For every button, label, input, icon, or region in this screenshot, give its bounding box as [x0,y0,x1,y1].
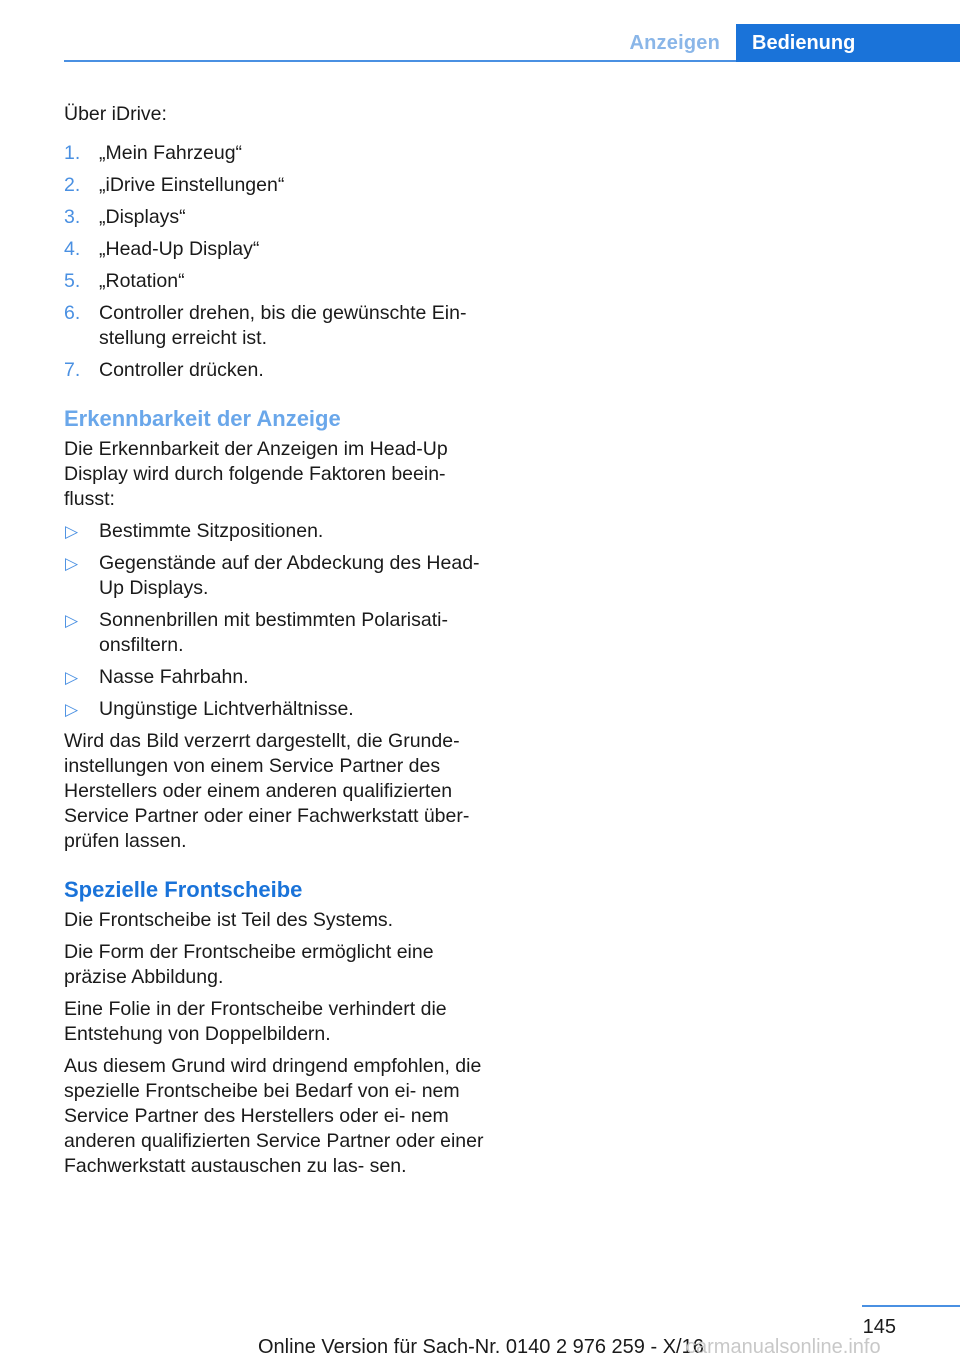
intro-text: Über iDrive: [64,103,167,125]
step-text: „Rotation“ [99,270,185,292]
list-item [64,551,484,601]
bullet-text: Nasse Fahrbahn. [99,666,249,688]
list-item [64,237,484,262]
online-version-text: Online Version für Sach-Nr. 0140 2 976 259 - X/16 [258,1336,704,1358]
steps-list [64,141,484,383]
step-number: 4. [64,238,81,260]
triangle-bullet-icon: ▷ [65,611,79,630]
triangle-bullet-icon: ▷ [65,554,79,573]
bullet-text: Ungünstige Lichtverhältnisse. [99,698,354,720]
step-number: 6. [64,302,81,324]
step-text: Controller drehen, bis die gewünschte Ein‐ stellung erreicht ist. [99,302,467,349]
tab-anzeigen[interactable]: Anzeigen [629,32,720,54]
tab-bedienung[interactable]: Bedienung [736,24,960,62]
section-heading-frontscheibe: Spezielle Frontscheibe [64,877,303,902]
section2-paragraph: Die Frontscheibe ist Teil des Systems. [64,909,394,931]
page-number: 145 [862,1316,896,1338]
step-text: „iDrive Einstellungen“ [99,174,285,196]
list-item [64,608,484,658]
step-text: Controller drücken. [99,359,264,381]
step-number: 5. [64,270,81,292]
list-item [64,519,484,544]
factors-list [64,519,484,722]
list-item [64,141,484,166]
main-content [64,102,484,1186]
step-number: 3. [64,206,81,228]
step-text: „Displays“ [99,206,186,228]
list-item [64,665,484,690]
triangle-bullet-icon: ▷ [65,700,79,719]
footer-rule [862,1305,960,1307]
step-number: 2. [64,174,81,196]
step-number: 7. [64,359,81,381]
bullet-text: Bestimmte Sitzpositionen. [99,520,324,542]
list-item [64,697,484,722]
list-item [64,358,484,383]
list-item [64,205,484,230]
triangle-bullet-icon: ▷ [65,668,79,687]
section2-paragraph: Eine Folie in der Frontscheibe verhindert die Entstehung von Doppelbildern. [64,998,447,1045]
triangle-bullet-icon: ▷ [65,522,79,541]
section2-paragraph: Aus diesem Grund wird dringend empfohlen, die spezielle Frontscheibe bei Bedarf von ei‐ nem Service Partner des Herstellers oder ei‐ nem anderen qualifizierten Service Partner oder einer Fachwerkstatt austauschen zu las‐ sen. [64,1055,484,1177]
step-number: 1. [64,142,81,164]
section2-paragraph: Die Form der Frontscheibe ermöglicht eine präzise Abbildung. [64,941,434,988]
section1-intro: Die Erkennbarkeit der Anzeigen im Head-Up Display wird durch folgende Faktoren beein‐ flusst: [64,438,448,510]
bullet-text: Gegenstände auf der Abdeckung des Head-Up Displays. [99,552,480,599]
list-item [64,173,484,198]
list-item [64,269,484,294]
watermark: carmanualsonline.info [686,1336,881,1358]
step-text: „Mein Fahrzeug“ [99,142,243,164]
bullet-text: Sonnenbrillen mit bestimmten Polarisati‐ onsfiltern. [99,609,448,656]
step-text: „Head-Up Display“ [99,238,260,260]
list-item [64,301,484,351]
section-heading-erkennbarkeit: Erkennbarkeit der Anzeige [64,406,341,431]
section1-outro: Wird das Bild verzerrt dargestellt, die Grunde‐ instellungen von einem Service Partner des Herstellers oder einem anderen qualifizierten Service Partner oder einer Fachwerkstatt über‐ prüfen lassen. [64,730,470,852]
